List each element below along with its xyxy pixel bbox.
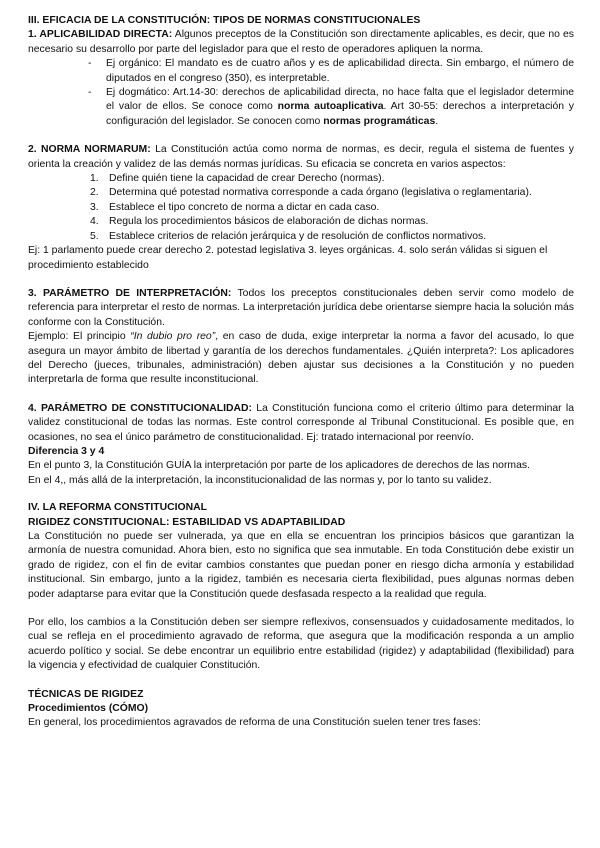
- list-text: Define quién tiene la capacidad de crear Derecho (normas).: [109, 173, 385, 185]
- term-normas-programaticas: normas programáticas: [323, 115, 436, 127]
- list-number: 5.: [90, 230, 99, 242]
- subheading-diferencia: Diferencia 3 y 4: [28, 445, 105, 457]
- paragraph-norma-normarum-example: Ej: 1 parlamento puede crear derecho 2. potestad legislativa 3. leyes orgánicas. 4. solo serán válidas si siguen el procedimiento establecido: [28, 245, 548, 271]
- list-item: [90, 230, 574, 244]
- blank-line: [28, 602, 574, 616]
- paragraph-rigidez-2: Por ello, los cambios a la Constitución deben ser siempre reflexivos, consensuados y cuidadosamente meditados, lo cual se refleja en el procedimiento agravado de reforma, que asegura que la modificación responda a un amplio acuerdo político y social. Se debe encontrar un equilibrio entre estabilidad (rigidez) y adaptabilidad (flexibilidad) para la vigencia y efectividad de cualquier Constitución.: [28, 617, 574, 672]
- list-item: [90, 186, 574, 200]
- list-item: [90, 172, 574, 186]
- paragraph-aplicabilidad-directa: [28, 28, 574, 57]
- paragraph-procedimientos: En general, los procedimientos agravados de reforma de una Constitución suelen tener tres fases:: [28, 717, 481, 729]
- term-norma-normarum: 2. NORMA NORMARUM:: [28, 144, 151, 156]
- blank-line: [28, 129, 574, 143]
- term-in-dubio-pro-reo: “In dubio pro reo”: [130, 331, 216, 343]
- paragraph-text: Ejemplo: El principio: [28, 331, 131, 343]
- dash-marker: -: [88, 87, 92, 99]
- list-item: [90, 201, 574, 215]
- diferencia-line-1: En el punto 3, la Constitución GUÍA la interpretación por parte de los aplicadores de derechos de las normas.: [28, 460, 530, 472]
- term-parametro-interpretacion: 3. PARÁMETRO DE INTERPRETACIÓN:: [28, 287, 232, 299]
- paragraph-norma-normarum: [28, 143, 574, 172]
- blank-line: [28, 388, 574, 402]
- subheading-rigidez: RIGIDEZ CONSTITUCIONAL: ESTABILIDAD VS ADAPTABILIDAD: [28, 516, 346, 528]
- term-aplicabilidad-directa: 1. APLICABILIDAD DIRECTA:: [28, 29, 173, 41]
- blank-line: [28, 488, 574, 501]
- paragraph-text: , en caso de duda, exige interpretar la norma a favor del acusado, lo que asegura un mayor ámbito de libertad y garantía de los derechos fundamentales. ¿Quién interpreta?: Los aplicadores del Derecho (jueces, tribunales, administración) deben ajustar sus decisiones a la Constitución y no pueden interpretarla de forma que resulte inconstitucional.: [28, 331, 574, 386]
- paragraph-text: La Constitución actúa como norma de normas, es decir, regula el sistema de fuentes y orienta la creación y validez de las demás normas jurídicas. Su eficacia se concreta en varios aspectos:: [28, 144, 574, 170]
- term-parametro-constitucionalidad: 4. PARÁMETRO DE CONSTITUCIONALIDAD:: [28, 402, 252, 414]
- paragraph-text: La Constitución funciona como el criterio último para determinar la validez constitucional de todas las normas. Este control corresponde al Tribunal Constitucional. Es posible que, en ocasiones, no sea el único parámetro de constitucionalidad. Ej: tratado internacional por reenvío.: [28, 402, 574, 443]
- dash-text: [106, 86, 574, 129]
- paragraph-text: Algunos preceptos de la Constitución son directamente aplicables, es decir, que no es necesario su desarrollo por parte del legislador para que el resto de operadores apliquen la norma.: [28, 29, 574, 55]
- paragraph-interpretacion-example: [28, 330, 574, 388]
- list-number: 3.: [90, 201, 99, 213]
- dash-text: Ej orgánico: El mandato es de cuatro años y es de aplicabilidad directa. Sin embargo, el número de diputados en el congreso (350), es interpretable.: [106, 58, 574, 84]
- document-page: [28, 14, 574, 731]
- list-number: 2.: [90, 187, 99, 199]
- list-text: Determina qué potestad normativa corresponde a cada órgano (legislativa o reglamentaria).: [109, 187, 532, 199]
- list-number: 1.: [90, 173, 99, 185]
- dash-text-part: .: [435, 115, 439, 127]
- subheading-tecnicas: TÉCNICAS DE RIGIDEZ: [28, 688, 144, 700]
- dash-text-part: . Art 30-55: derechos a interpretación y configuración del legislador. Se conocen como: [106, 101, 574, 127]
- blank-line: [28, 273, 574, 287]
- numbered-list: [28, 172, 574, 244]
- dash-marker: -: [88, 58, 92, 70]
- paragraph-parametro-interpretacion: [28, 287, 574, 330]
- list-number: 4.: [90, 216, 99, 228]
- paragraph-text: Todos los preceptos constitucionales deben servir como modelo de referencia para interpretar el resto de normas. La interpretación jurídica debe orientarse siempre hacia la solución más conforme con la Constitución.: [28, 287, 574, 328]
- blank-line: [28, 674, 574, 688]
- list-text: Establece el tipo concreto de norma a dictar en cada caso.: [109, 201, 380, 213]
- section-heading-reforma: IV. LA REFORMA CONSTITUCIONAL: [28, 502, 207, 514]
- subheading-procedimientos: Procedimientos (CÓMO): [28, 703, 149, 715]
- diferencia-line-2: En el 4,, más allá de la interpretación, la inconstitucionalidad de las normas y, por lo tanto su validez.: [28, 474, 492, 486]
- dash-item-dogmatico: [88, 86, 574, 129]
- list-item: [90, 215, 574, 229]
- paragraph-rigidez-1: La Constitución no puede ser vulnerada, ya que en ella se encuentran los principios básicos que garantizan la armonía de nuestra comunidad. Ahora bien, esto no significa que sea inmutable. En toda Constitución debe existir un grado de rigidez, con el fin de evitar cambios constantes que puedan poner en riesgo dicha armonía y estabilidad institucional. Sin embargo, junto a la rigidez, también es necesaria cierta flexibilidad, pues algunas normas deben poder adaptarse para evitar que la Constitución quede desfasada respecto a la realidad que regula.: [28, 531, 574, 600]
- dash-item-organico: [88, 57, 574, 86]
- paragraph-parametro-constitucionalidad: [28, 402, 574, 445]
- dash-text-part: Ej dogmático: Art.14-30: derechos de aplicabilidad directa, no hace falta que el legislador determine el valor de ellos. Se conoce como: [106, 87, 574, 113]
- term-norma-autoaplicativa: norma autoaplicativa: [277, 101, 384, 113]
- list-text: Regula los procedimientos básicos de elaboración de dichas normas.: [109, 216, 429, 228]
- section-heading-eficacia: III. EFICACIA DE LA CONSTITUCIÓN: TIPOS DE NORMAS CONSTITUCIONALES: [28, 15, 421, 26]
- list-text: Establece criterios de relación jerárquica y de resolución de conflictos normativos.: [109, 230, 487, 242]
